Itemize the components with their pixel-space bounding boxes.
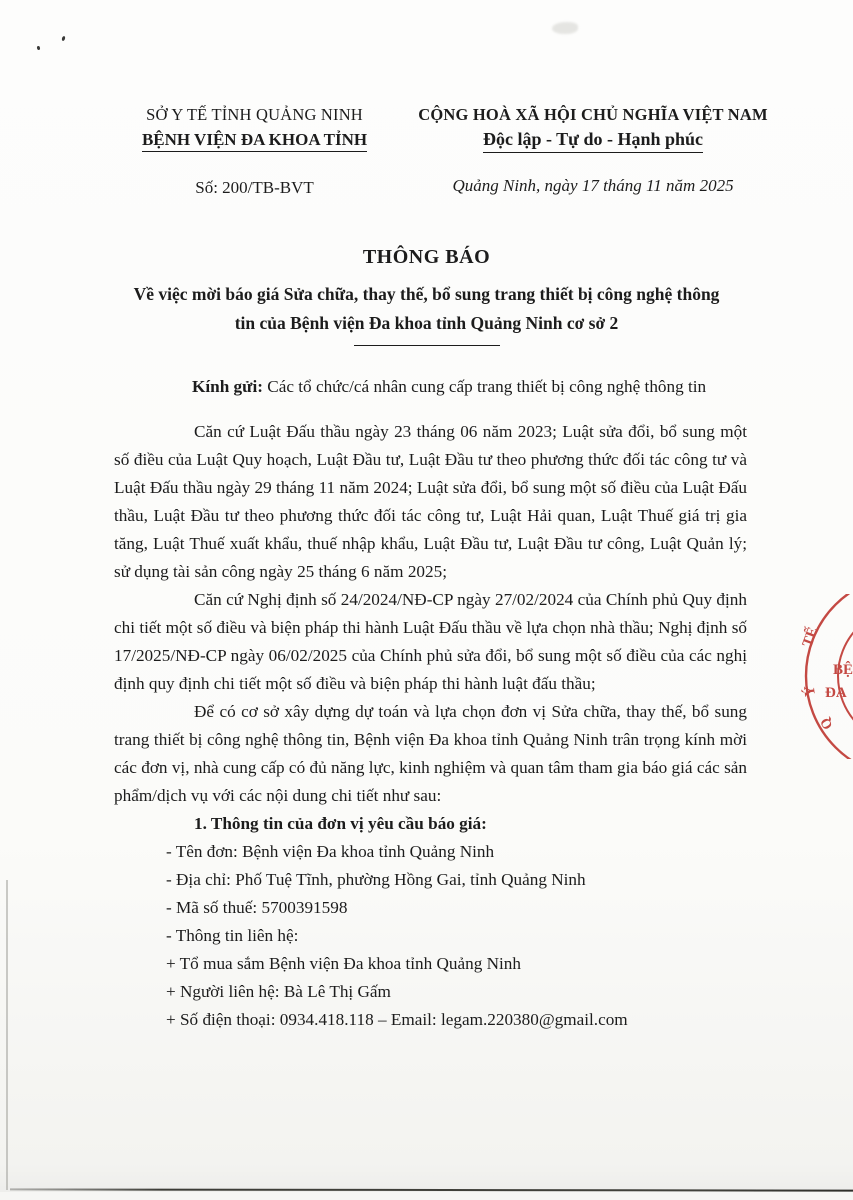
- paragraph-invitation: Để có cơ sở xây dựng dự toán và lựa chọn đơn vị Sửa chữa, thay thế, bổ sung trang thiết bị công nghệ thông tin, Bệnh viện Đa khoa tỉnh Quảng Ninh trân trọng kính mời các đơn vị, nhà cung cấp có đủ năng lực, kinh nghiệm và quan tâm tham gia báo giá các sản phẩm/dịch vụ với các nội dung chi tiết như sau:: [114, 702, 747, 805]
- salutation-label: Kính gửi:: [192, 377, 263, 396]
- issuing-agency-block: [112, 102, 397, 198]
- salutation-line: [114, 373, 747, 401]
- stamp-outer-ring: [806, 594, 853, 759]
- stamp-ring-text: TẾ: [799, 625, 822, 650]
- stamp-center-text: BỆ: [833, 662, 853, 678]
- scan-bottom-margin: [0, 1192, 853, 1200]
- scan-speck: [37, 46, 41, 51]
- document-title: THÔNG BÁO: [362, 246, 491, 268]
- salutation-text: Các tổ chức/cá nhân cung cấp trang thiết bị công nghệ thông tin: [262, 377, 707, 396]
- place-and-date: Quảng Ninh, ngày 17 tháng 11 năm 2025: [452, 176, 734, 195]
- list-item-contact-info: - Thông tin liên hệ:: [166, 926, 299, 945]
- parent-agency-name: SỞ Y TẾ TỈNH QUẢNG NINH: [146, 105, 363, 124]
- requester-info-list: [114, 838, 747, 1034]
- document-number: Số: 200/TB-BVT: [195, 178, 314, 197]
- list-item-contact-person: + Người liên hệ: Bà Lê Thị Gấm: [166, 982, 391, 1001]
- national-motto-block: [397, 102, 789, 198]
- subtitle-rule: [354, 345, 500, 346]
- national-motto: Độc lập - Tự do - Hạnh phúc: [397, 127, 789, 152]
- document-subtitle: Về việc mời báo giá Sửa chữa, thay thế, bổ sung trang thiết bị công nghệ thông tin của Bệnh viện Đa khoa tỉnh Quảng Ninh cơ sở 2: [133, 284, 720, 333]
- document-header: [112, 102, 789, 198]
- document-body: [114, 373, 747, 1034]
- stamp-inner-ring: [838, 607, 853, 745]
- stamp-center-text: ĐA: [825, 685, 847, 701]
- list-item-unit-name: - Tên đơn: Bệnh viện Đa khoa tỉnh Quảng Ninh: [166, 842, 495, 861]
- agency-name: BỆNH VIỆN ĐA KHOA TỈNH: [112, 127, 397, 152]
- official-stamp-icon: [789, 594, 853, 759]
- scan-left-edge: [6, 880, 8, 1190]
- section-1-heading: 1. Thông tin của đơn vị yêu cầu báo giá:: [194, 814, 487, 833]
- stamp-ring-text: Ý: [801, 684, 819, 698]
- stamp-ring-text: Q: [817, 714, 837, 732]
- paragraph-legal-basis-2: Căn cứ Nghị định số 24/2024/NĐ-CP ngày 27/02/2024 của Chính phủ Quy định chi tiết một số điều và biện pháp thi hành Luật Đấu thầu về lựa chọn nhà thầu; Nghị định số 17/2025/NĐ-CP ngày 06/02/2025 của Chính phủ sửa đổi, bổ sung một số điều của các nghị định quy định chi tiết một số điều và biện pháp thi hành luật đấu thầu;: [114, 590, 747, 693]
- paragraph-legal-basis-1: Căn cứ Luật Đấu thầu ngày 23 tháng 06 năm 2023; Luật sửa đổi, bổ sung một số điều của Luật Quy hoạch, Luật Đầu tư, Luật Đầu tư theo phương thức đối tác công tư và Luật Đấu thầu ngày 29 tháng 11 năm 2024; Luật sửa đổi, bổ sung một số điều của Luật Đấu thầu, Luật Đầu tư theo phương thức đối tác công tư, Luật Hải quan, Luật Thuế giá trị gia tăng, Luật Thuế xuất khẩu, thuế nhập khẩu, Luật Đầu tư, Luật Đầu tư công, Luật Quản lý; sử dụng tài sản công ngày 25 tháng 6 năm 2025;: [114, 422, 747, 581]
- title-block: [0, 242, 853, 346]
- list-item-address: - Địa chỉ: Phố Tuệ Tĩnh, phường Hồng Gai, tỉnh Quảng Ninh: [166, 870, 586, 889]
- scan-speck: [61, 36, 65, 42]
- scan-smudge: [552, 22, 578, 34]
- list-item-tax-code: - Mã số thuế: 5700391598: [166, 898, 348, 917]
- legal-basis-section: [114, 418, 747, 810]
- national-header: CỘNG HOÀ XÃ HỘI CHỦ NGHĨA VIỆT NAM: [418, 105, 768, 124]
- list-item-phone-email: + Số điện thoại: 0934.418.118 – Email: legam.220380@gmail.com: [166, 1010, 628, 1029]
- list-item-purchasing-team: + Tổ mua sắm Bệnh viện Đa khoa tỉnh Quảng Ninh: [166, 954, 521, 973]
